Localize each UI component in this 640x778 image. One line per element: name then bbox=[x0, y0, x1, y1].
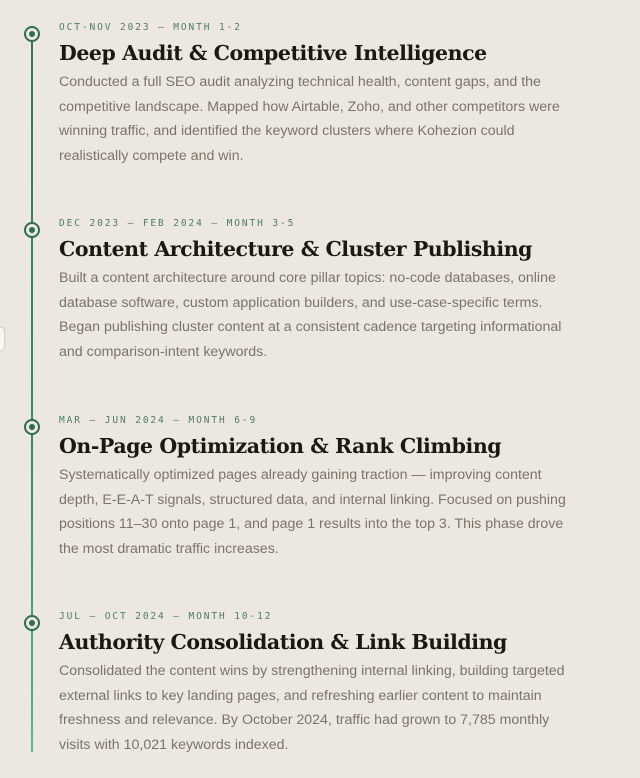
phase-date-label: JUL – OCT 2024 — MONTH 10-12 bbox=[59, 611, 273, 622]
phase-title: Authority Consolidation & Link Building bbox=[59, 630, 507, 654]
phase-description: Systematically optimized pages already gaining traction — improving content depth, E-E-A-T signals, structured data, and internal linking. Focused on pushing positions 11–30 onto page 1, and page 1 results into the top 3. This phase drove the most dramatic traffic increases. bbox=[59, 467, 566, 557]
phase-title: Deep Audit & Competitive Intelligence bbox=[59, 41, 487, 65]
phase-title: On-Page Optimization & Rank Climbing bbox=[59, 434, 502, 458]
ring-dot-icon bbox=[24, 419, 40, 435]
ring-dot-icon bbox=[24, 615, 40, 631]
phase-description: Conducted a full SEO audit analyzing technical health, content gaps, and the competitive landscape. Mapped how Airtable, Zoho, and other competitors were winning traffic, and identified the keyword clusters where Kohezion could realistically compete and win. bbox=[59, 74, 560, 164]
phase-date-label: OCT-NOV 2023 — MONTH 1-2 bbox=[59, 22, 242, 33]
phase-description: Consolidated the content wins by strengthening internal linking, building targeted external links to key landing pages, and refreshing earlier content to maintain freshness and relevance. By October 2024, traffic had grown to 7,785 monthly visits with 10,021 keywords indexed. bbox=[59, 663, 565, 753]
ring-dot-icon bbox=[24, 26, 40, 42]
phase-date-label: DEC 2023 – FEB 2024 — MONTH 3-5 bbox=[59, 218, 296, 229]
timeline-line bbox=[31, 34, 33, 752]
phase-title: Content Architecture & Cluster Publishing bbox=[59, 237, 533, 261]
phase-description: Built a content architecture around core pillar topics: no-code databases, online database software, custom application builders, and use-case-specific terms. Began publishing cluster content at a consistent cadence targeting informational and comparison-intent keywords. bbox=[59, 270, 562, 360]
ring-dot-icon bbox=[24, 222, 40, 238]
phase-date-label: MAR – JUN 2024 — MONTH 6-9 bbox=[59, 415, 258, 426]
